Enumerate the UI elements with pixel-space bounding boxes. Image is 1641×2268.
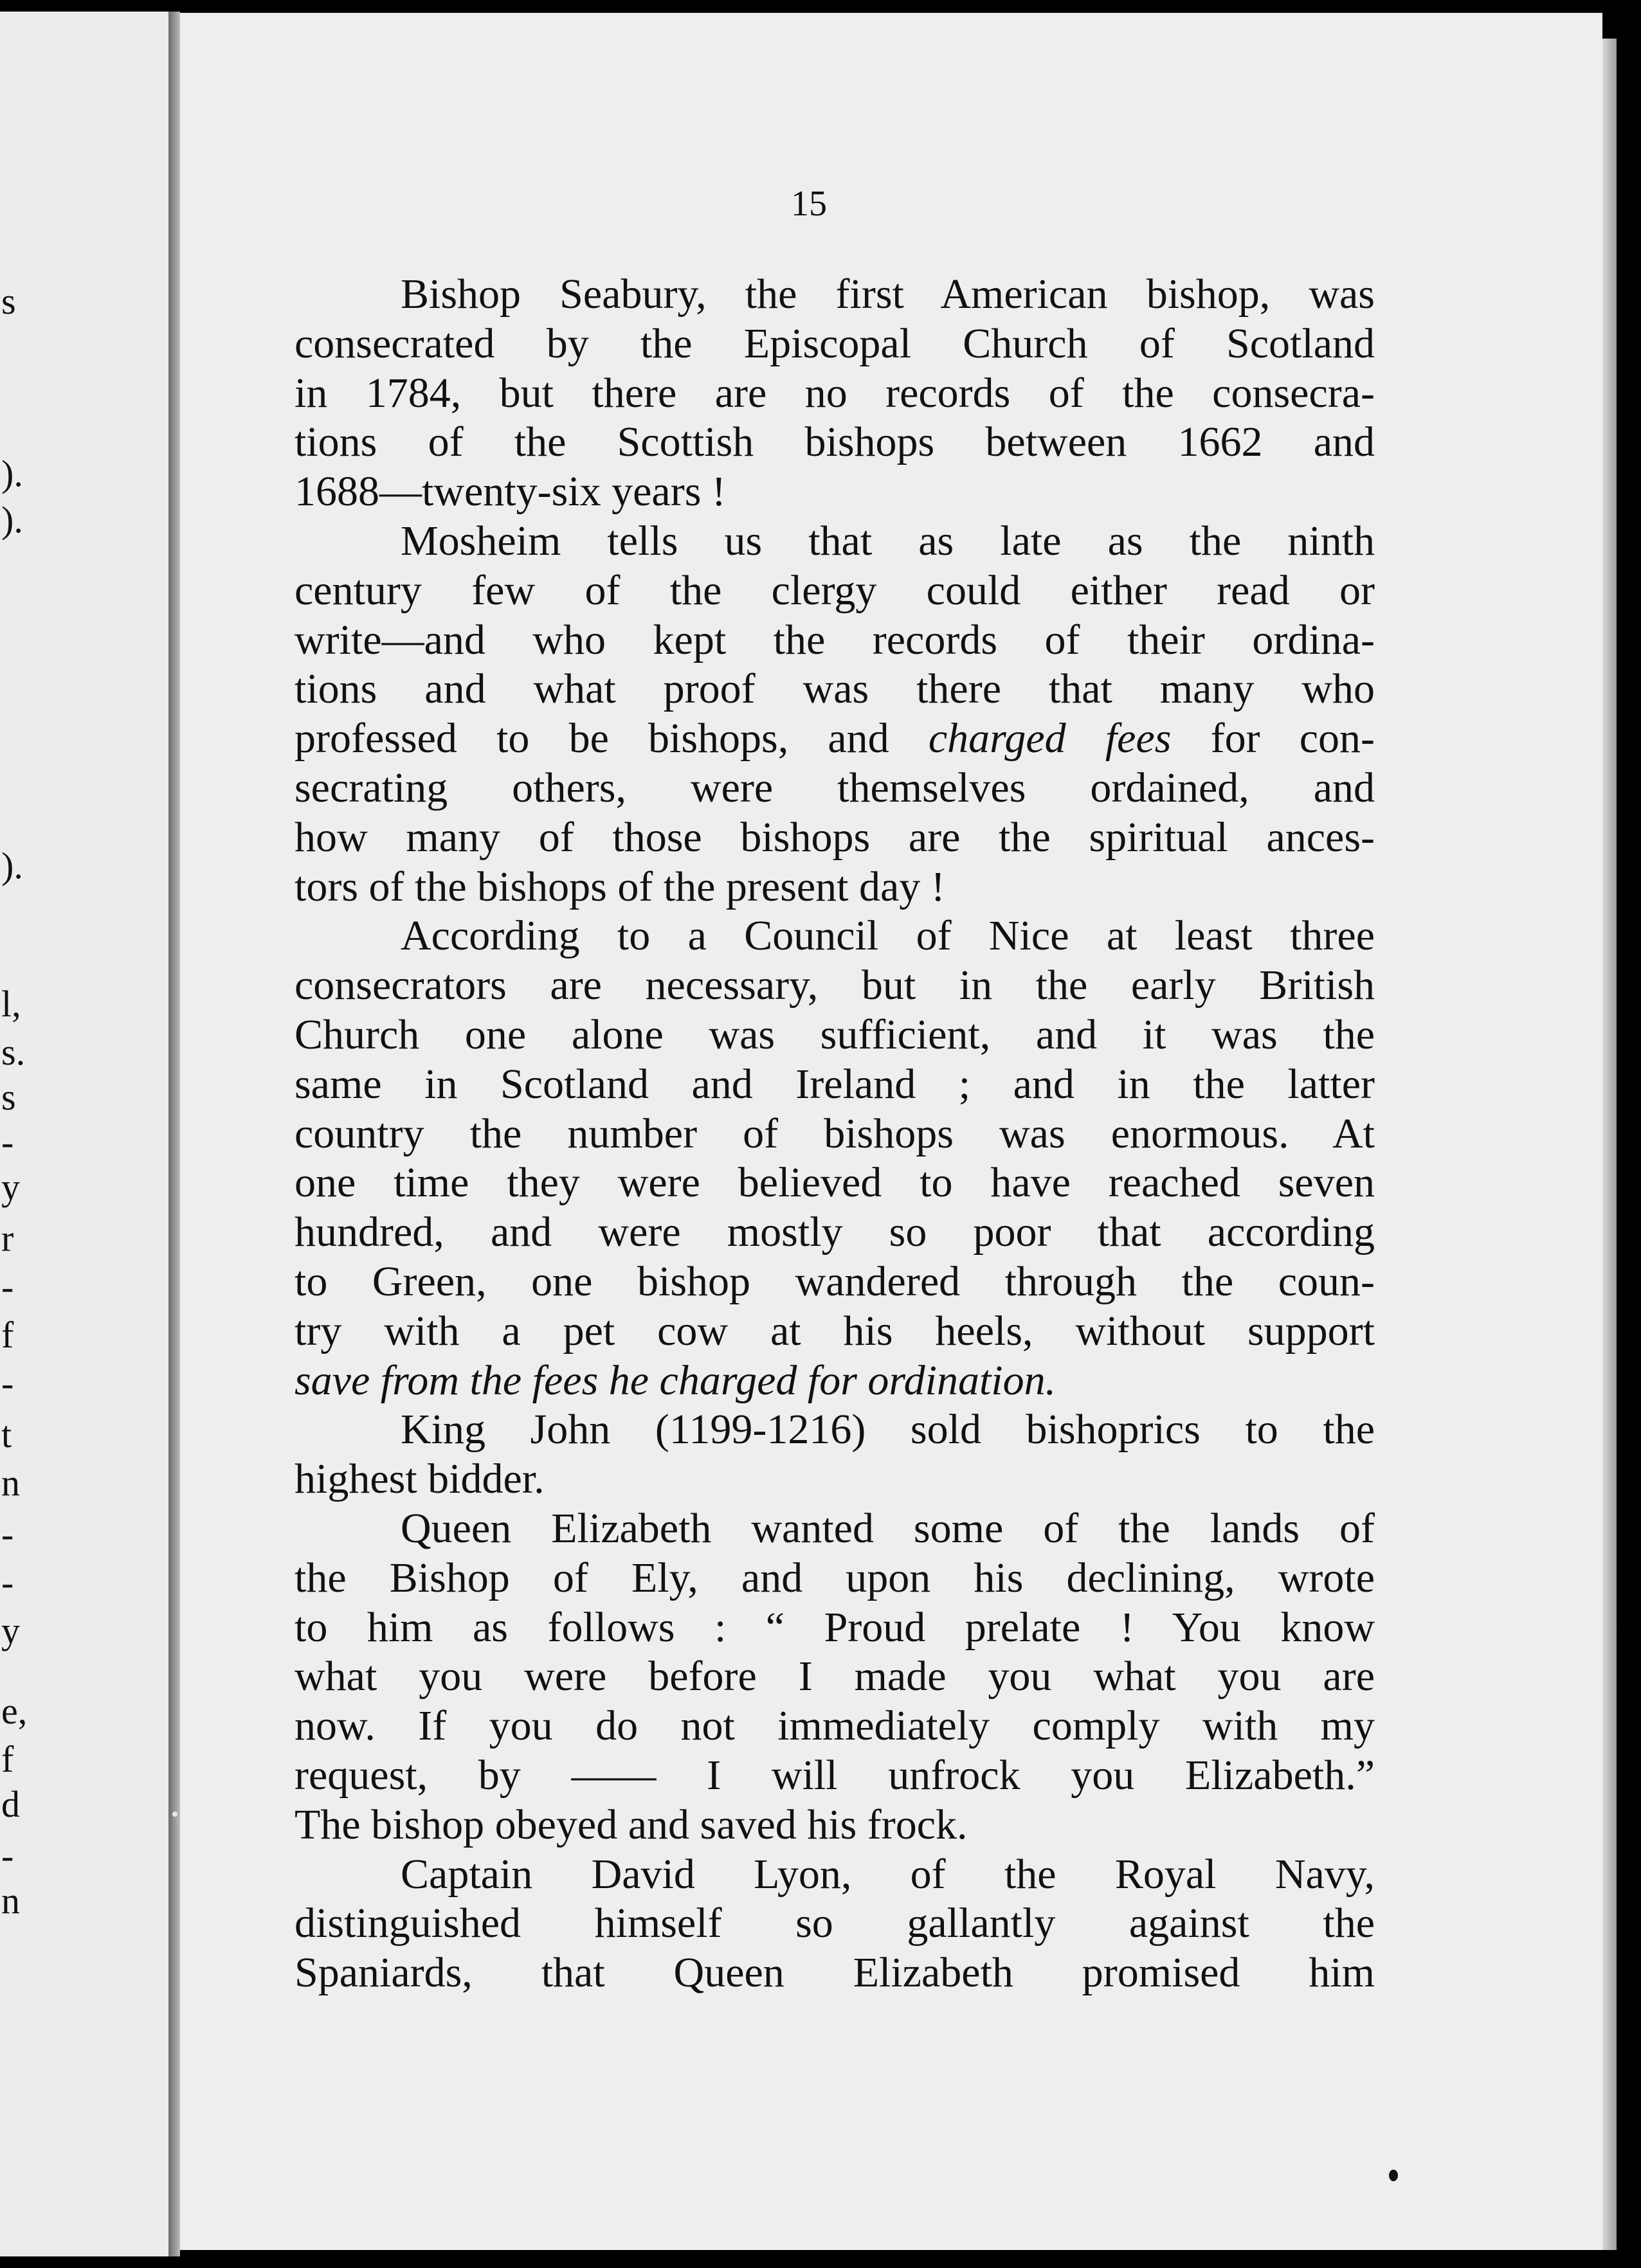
previous-page-fragment: e, bbox=[1, 1690, 28, 1732]
text-line: Bishop Seabury, the first American bishop, was bbox=[401, 271, 1375, 318]
text-line: same in Scotland and Ireland ; and in the latter bbox=[295, 1060, 1375, 1108]
previous-page-fragment: f bbox=[1, 1314, 14, 1356]
text-line: highest bidder. bbox=[295, 1455, 545, 1503]
previous-page-fragment: y bbox=[1, 1166, 20, 1208]
previous-page-fragment: n bbox=[1, 1462, 20, 1504]
text-line: consecrated by the Episcopal Church of Scotland bbox=[295, 320, 1375, 367]
previous-page-fragment: d bbox=[1, 1783, 20, 1825]
previous-page-fragment: - bbox=[1, 1362, 14, 1404]
text-line: 1688—twenty-six years ! bbox=[295, 468, 726, 516]
text-line: tions of the Scottish bishops between 1662 and bbox=[295, 419, 1375, 466]
previous-page-fragment: n bbox=[1, 1880, 20, 1922]
previous-page-fragment: r bbox=[1, 1218, 14, 1259]
text-line: Captain David Lyon, of the Royal Navy, bbox=[401, 1850, 1375, 1898]
text-line bbox=[295, 714, 1375, 764]
previous-page-fragment: l, bbox=[1, 983, 21, 1025]
previous-page-fragment: s bbox=[1, 1076, 16, 1118]
text-line: Church one alone was sufficient, and it was the bbox=[295, 1011, 1375, 1058]
previous-page-fragment: - bbox=[1, 1266, 14, 1308]
previous-page-fragment: ). bbox=[1, 845, 23, 887]
text-line: King John (1199-1216) sold bishoprics to the bbox=[401, 1406, 1375, 1454]
text-line: Spaniards, that Queen Elizabeth promised him bbox=[295, 1949, 1375, 1997]
text-segment: professed to be bishops, and bbox=[295, 715, 929, 762]
text-line: According to a Council of Nice at least three bbox=[401, 912, 1375, 960]
text-line: one time they were believed to have reached seven bbox=[295, 1159, 1375, 1207]
text-line: the Bishop of Ely, and upon his declining, wrote bbox=[295, 1554, 1375, 1601]
previous-page-fragment: - bbox=[1, 1513, 14, 1555]
text-line: now. If you do not immediately comply with my bbox=[295, 1702, 1375, 1750]
text-line: try with a pet cow at his heels, without support bbox=[295, 1307, 1375, 1354]
page-body-text bbox=[295, 270, 1375, 1998]
previous-page-fragment: - bbox=[1, 1121, 14, 1163]
page-edge-shadow bbox=[1602, 39, 1617, 2250]
previous-page-fragment: - bbox=[1, 1562, 14, 1603]
page-number: 15 bbox=[791, 184, 827, 224]
text-line: request, by —— I will unfrock you Elizabeth.” bbox=[295, 1751, 1375, 1799]
previous-page-fragment: ). bbox=[1, 453, 23, 494]
text-line: what you were before I made you what you are bbox=[295, 1653, 1375, 1700]
binding-speck bbox=[172, 1812, 177, 1817]
previous-page-fragment: t bbox=[1, 1414, 12, 1455]
text-line: The bishop obeyed and saved his frock. bbox=[295, 1801, 968, 1848]
text-line: hundred, and were mostly so poor that according bbox=[295, 1209, 1375, 1256]
previous-page-fragment: f bbox=[1, 1738, 14, 1780]
previous-page-fragment: ). bbox=[1, 499, 23, 541]
italic-text-line: save from the fees he charged for ordination. bbox=[295, 1356, 1056, 1404]
text-line: secrating others, were themselves ordained, and bbox=[295, 764, 1375, 811]
previous-page-fragment: - bbox=[1, 1835, 14, 1877]
previous-page-edge bbox=[0, 12, 168, 2256]
text-line: tions and what proof was there that many who bbox=[295, 665, 1375, 713]
text-line: to Green, one bishop wandered through the coun- bbox=[295, 1257, 1375, 1305]
text-line: country the number of bishops was enormous. At bbox=[295, 1110, 1375, 1157]
text-line: how many of those bishops are the spiritual ances- bbox=[295, 813, 1375, 861]
previous-page-fragment: y bbox=[1, 1610, 20, 1652]
previous-page-fragments bbox=[0, 12, 168, 2256]
book-gutter bbox=[168, 12, 180, 2256]
text-line: in 1784, but there are no records of the consecra- bbox=[295, 369, 1375, 417]
text-line: consecrators are necessary, but in the early British bbox=[295, 962, 1375, 1009]
text-line: write—and who kept the records of their ordina- bbox=[295, 616, 1375, 663]
text-line: to him as follows : “ Proud prelate ! You know bbox=[295, 1603, 1375, 1651]
italic-text-segment: charged fees bbox=[928, 715, 1172, 762]
text-line: tors of the bishops of the present day ! bbox=[295, 863, 945, 910]
text-line: distinguished himself so gallantly against the bbox=[295, 1900, 1375, 1947]
text-line: Queen Elizabeth wanted some of the lands of bbox=[401, 1504, 1375, 1552]
text-segment: for con- bbox=[1171, 715, 1375, 762]
previous-page-fragment: s. bbox=[1, 1031, 26, 1073]
text-line: century few of the clergy could either read or bbox=[295, 566, 1375, 614]
text-line: Mosheim tells us that as late as the ninth bbox=[401, 517, 1375, 564]
ink-speck bbox=[1389, 2170, 1398, 2181]
previous-page-fragment: s bbox=[1, 280, 16, 322]
